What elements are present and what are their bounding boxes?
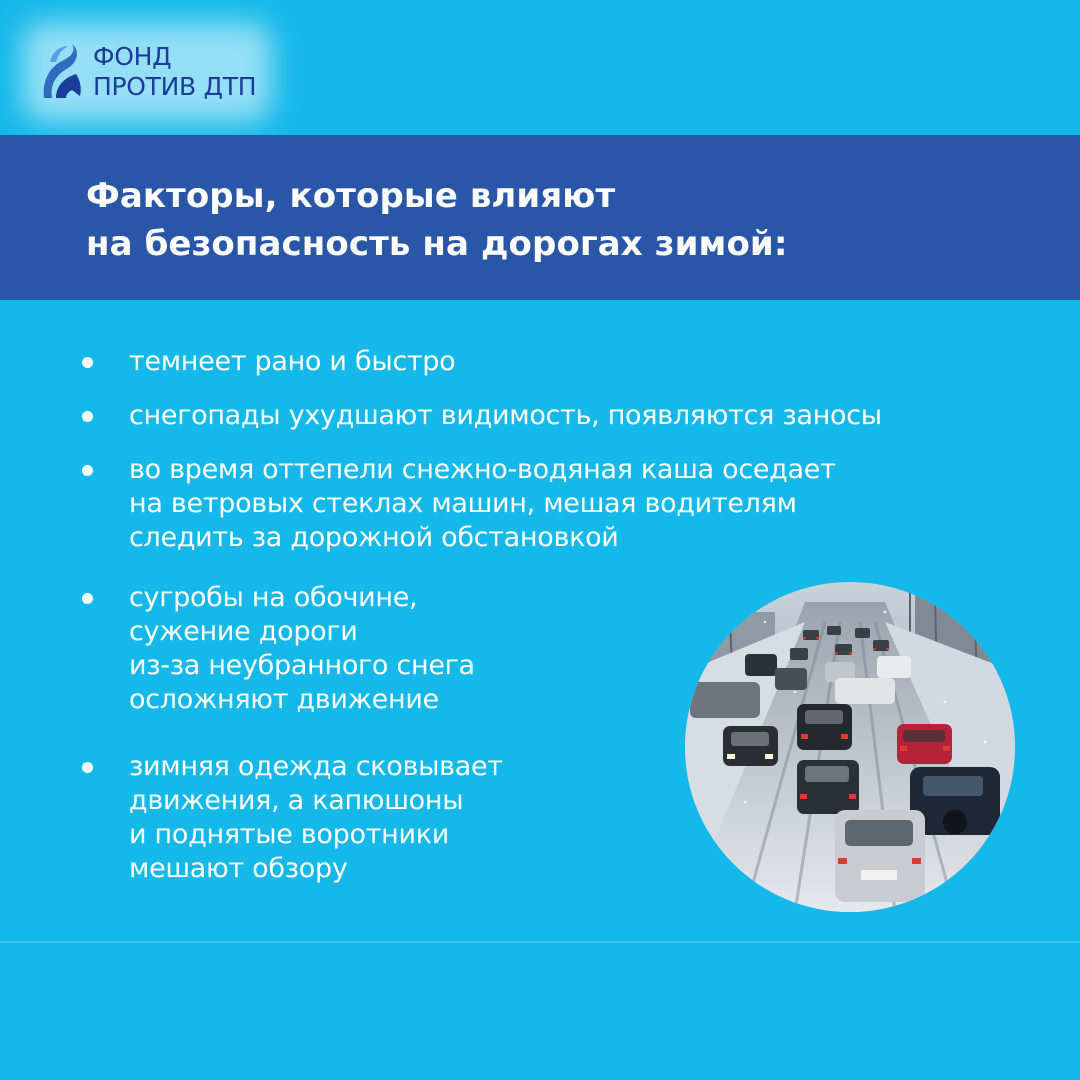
list-item-text: [129, 750, 503, 886]
list-item-line: сугробы на обочине,: [129, 582, 418, 613]
snowy-road-traffic-photo: [685, 582, 1015, 912]
list-item-text: [129, 399, 882, 433]
road-curve-logo-icon: [38, 40, 84, 102]
divider: [0, 941, 1080, 943]
bullet-icon: [82, 411, 93, 422]
list-item-line: снегопады ухудшают видимость, появляются заносы: [129, 400, 882, 431]
list-item-line: и поднятые воротники: [129, 819, 449, 850]
list-item-line: на ветровых стеклах машин, мешая водителям: [129, 488, 797, 519]
list-item-line: во время оттепели снежно-водяная каша оседает: [129, 454, 836, 485]
list-item-line: темнеет рано и быстро: [129, 346, 456, 377]
title-line-2: на безопасность на дорогах зимой:: [86, 224, 788, 264]
list-item-line: осложняют движение: [129, 684, 439, 715]
list-item-line: движения, а капюшоны: [129, 785, 464, 816]
list-item-line: зимняя одежда сковывает: [129, 751, 503, 782]
list-item-text: [129, 581, 475, 717]
bullet-icon: [82, 357, 93, 368]
brand-logo: [38, 40, 268, 108]
list-item-line: из-за неубранного снега: [129, 650, 475, 681]
bullet-icon: [82, 465, 93, 476]
brand-line-1: ФОНД: [93, 42, 172, 71]
list-item-text: [129, 453, 836, 555]
title-line-1: Факторы, которые влияют: [86, 176, 616, 216]
list-item-text: [129, 345, 455, 379]
brand-line-2: ПРОТИВ ДТП: [93, 72, 257, 101]
list-item-line: следить за дорожной обстановкой: [129, 522, 619, 553]
list-item-line: мешают обзору: [129, 853, 348, 884]
bullet-icon: [82, 762, 93, 773]
page-title: [86, 172, 788, 268]
bullet-icon: [82, 593, 93, 604]
list-item-line: сужение дороги: [129, 616, 358, 647]
